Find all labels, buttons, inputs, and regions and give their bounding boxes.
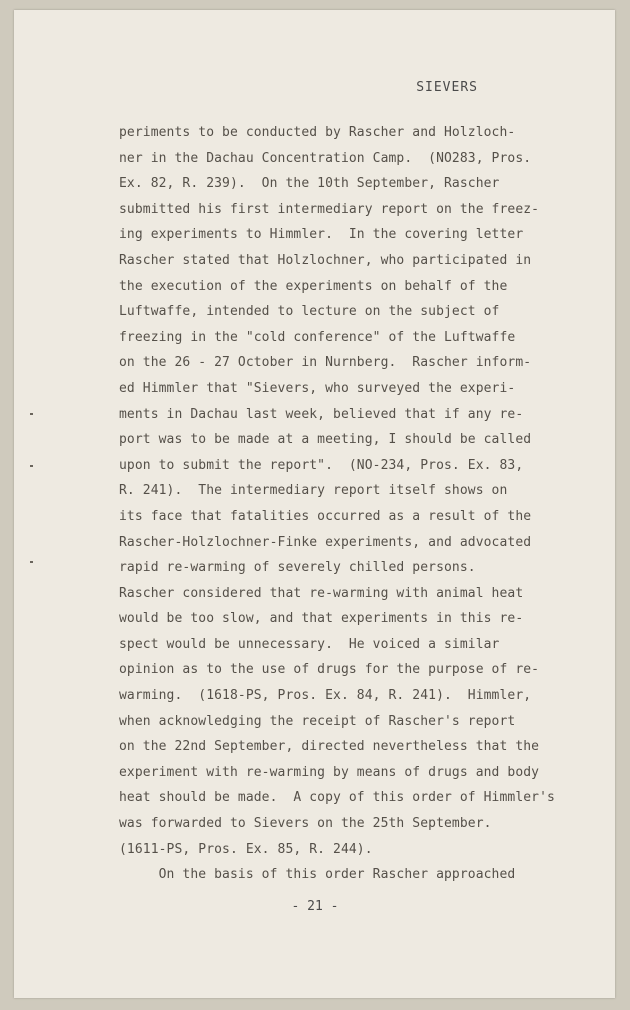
text-line: Rascher stated that Holzlochner, who participated in — [119, 252, 532, 268]
text-line: on the 22nd September, directed nevertheless that the — [119, 739, 540, 755]
text-line: Ex. 82, R. 239). On the 10th September, Rascher — [119, 176, 500, 192]
text-line: ments in Dachau last week, believed that if any re- — [119, 406, 524, 422]
page-number: - 21 - — [291, 899, 339, 914]
text-line: upon to submit the report". (NO-234, Pros. Ex. 83, — [119, 457, 524, 473]
text-line: freezing in the "cold conference" of the Luftwaffe — [119, 329, 516, 345]
text-line: periments to be conducted by Rascher and Holzloch- — [119, 125, 516, 140]
margin-mark — [30, 561, 33, 563]
text-line: would be too slow, and that experiments in this re- — [119, 611, 524, 627]
text-line: ed Himmler that "Sievers, who surveyed the experi- — [119, 380, 516, 396]
running-header: SIEVERS — [416, 80, 478, 95]
text-line: Rascher considered that re-warming with animal heat — [119, 585, 524, 601]
text-line: (1611-PS, Pros. Ex. 85, R. 244). — [119, 841, 373, 857]
text-line: Luftwaffe, intended to lecture on the subject of — [119, 304, 500, 320]
text-line: its face that fatalities occurred as a result of the — [119, 508, 532, 524]
text-line: the execution of the experiments on behalf of the — [119, 278, 508, 294]
text-line: ing experiments to Himmler. In the covering letter — [119, 227, 524, 243]
text-line: ner in the Dachau Concentration Camp. (NO283, Pros. — [119, 150, 532, 166]
text-line: On the basis of this order Rascher approached — [119, 867, 516, 883]
text-line: port was to be made at a meeting, I should be called — [119, 432, 532, 448]
text-line: opinion as to the use of drugs for the purpose of re- — [119, 662, 540, 678]
text-line: rapid re-warming of severely chilled persons. — [119, 560, 476, 576]
text-line: when acknowledging the receipt of Rascher's report — [119, 713, 516, 729]
body-text — [119, 120, 555, 888]
margin-mark — [30, 465, 33, 467]
text-line: submitted his first intermediary report on the freez- — [119, 201, 540, 217]
text-line: experiment with re-warming by means of drugs and body — [119, 764, 540, 780]
margin-mark — [30, 413, 33, 415]
text-line: warming. (1618-PS, Pros. Ex. 84, R. 241). Himmler, — [119, 688, 532, 704]
text-line: heat should be made. A copy of this order of Himmler's — [119, 790, 555, 806]
text-line: R. 241). The intermediary report itself shows on — [119, 483, 508, 499]
text-line: was forwarded to Sievers on the 25th September. — [119, 816, 492, 832]
text-line: spect would be unnecessary. He voiced a similar — [119, 636, 500, 652]
text-line: Rascher-Holzlochner-Finke experiments, and advocated — [119, 534, 532, 550]
text-line: on the 26 - 27 October in Nurnberg. Rascher inform- — [119, 355, 532, 371]
